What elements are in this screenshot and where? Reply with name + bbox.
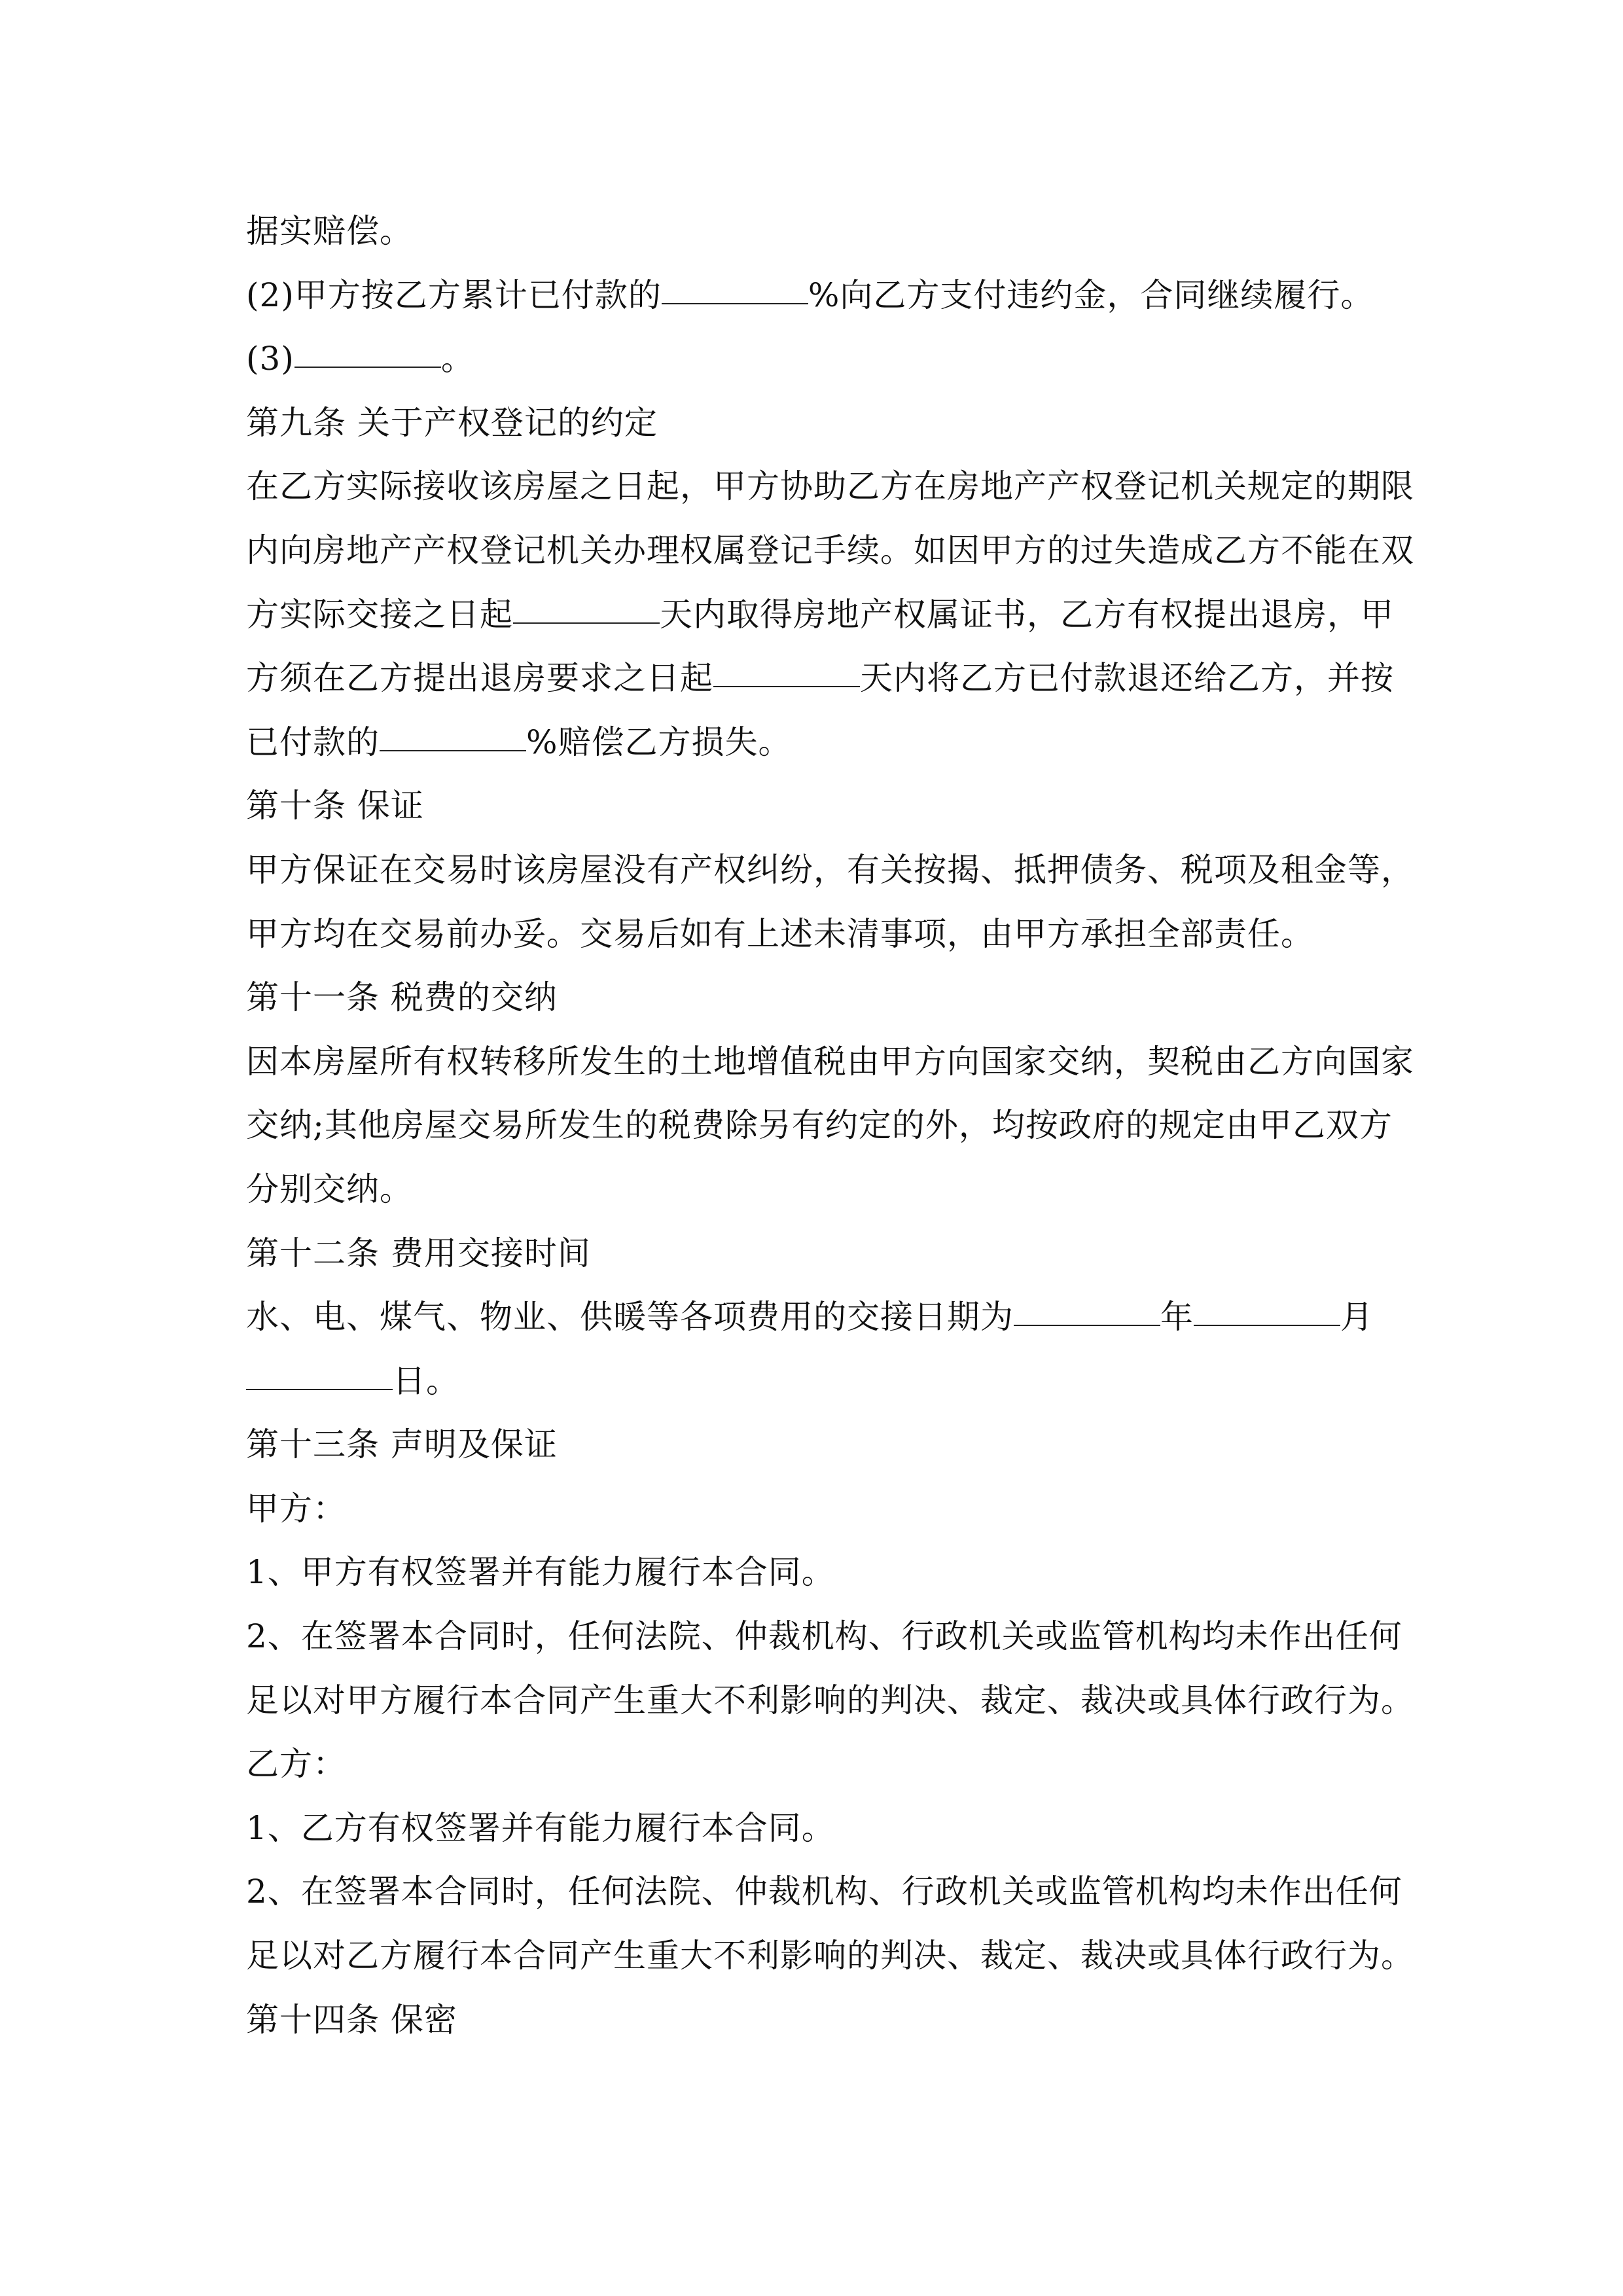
fill-in-blank (1194, 1285, 1340, 1326)
fill-in-blank (380, 711, 526, 751)
article-heading (246, 1988, 1411, 2053)
heading-text: 第十三条 声明及保证 (246, 1426, 558, 1464)
text-segment: 2、在签署本合同时，任何法院、仲裁机构、行政机关或监管机构均未作出任何 (246, 1873, 1402, 1911)
text-segment: 日。 (393, 1361, 459, 1400)
text-segment: 内向房地产产权登记机关办理权属登记手续。如因甲方的过失造成乙方不能在双 (246, 531, 1414, 569)
paragraph-line (246, 200, 1411, 264)
paragraph-line (246, 1732, 1411, 1797)
paragraph-line (246, 327, 1411, 391)
heading-text: 第十一条 税费的交纳 (246, 978, 558, 1017)
paragraph-line (246, 1477, 1411, 1541)
paragraph-line (246, 711, 1411, 775)
paragraph-line (246, 1860, 1411, 1924)
paragraph-line (246, 1030, 1414, 1094)
text-segment: 在乙方实际接收该房屋之日起，甲方协助乙方在房地产产权登记机关规定的期限 (246, 467, 1414, 506)
fill-in-blank (513, 583, 660, 624)
fill-in-blank (662, 264, 808, 304)
text-segment: %赔偿乙方损失。 (526, 723, 792, 761)
text-segment: 乙方： (246, 1745, 346, 1784)
paragraph-line (246, 455, 1414, 519)
paragraph-line (246, 1541, 1411, 1605)
paragraph-line (246, 264, 1411, 328)
text-segment: 月 (1340, 1298, 1374, 1336)
text-segment: 方实际交接之日起 (246, 595, 513, 634)
article-heading (246, 1222, 1411, 1286)
article-heading (246, 1413, 1411, 1477)
contract-text-body (246, 200, 1414, 2052)
paragraph-line (246, 1605, 1411, 1669)
fill-in-blank (713, 647, 860, 687)
paragraph-line (246, 519, 1414, 583)
paragraph-line (246, 1669, 1414, 1733)
text-segment: 甲方： (246, 1489, 346, 1528)
paragraph-line (246, 1285, 1411, 1350)
article-heading (246, 966, 1411, 1030)
heading-text: 第十条 保证 (246, 787, 424, 825)
text-segment: 已付款的 (246, 723, 380, 761)
paragraph-line (246, 903, 1411, 967)
fill-in-blank (294, 327, 441, 368)
article-heading (246, 391, 1411, 456)
paragraph-line (246, 1924, 1414, 1988)
text-segment: 分别交纳。 (246, 1170, 413, 1208)
paragraph-line (246, 647, 1411, 711)
heading-text: 第十四条 保密 (246, 2000, 457, 2039)
text-segment: 年 (1160, 1298, 1194, 1336)
fill-in-blank (1014, 1285, 1160, 1326)
text-segment: 方须在乙方提出退房要求之日起 (246, 659, 713, 698)
text-segment: 交纳;其他房屋交易所发生的税费除另有约定的外，均按政府的规定由甲乙双方 (246, 1106, 1393, 1145)
text-segment: 足以对甲方履行本合同产生重大不利影响的判决、裁定、裁决或具体行政行为。 (246, 1681, 1414, 1719)
paragraph-line (246, 838, 1414, 903)
fill-in-blank (246, 1350, 393, 1390)
text-segment: 。 (440, 340, 474, 378)
paragraph-line (246, 1797, 1411, 1861)
text-segment: 1、乙方有权签署并有能力履行本合同。 (246, 1808, 835, 1847)
text-segment: 据实赔偿。 (246, 212, 413, 250)
paragraph-line (246, 1094, 1411, 1158)
text-segment: (2)甲方按乙方累计已付款的 (246, 276, 662, 314)
text-segment: 1、甲方有权签署并有能力履行本合同。 (246, 1553, 835, 1592)
paragraph-line (246, 1158, 1411, 1222)
heading-text: 第十二条 费用交接时间 (246, 1234, 591, 1272)
text-segment: 甲方均在交易前办妥。交易后如有上述未清事项，由甲方承担全部责任。 (246, 914, 1314, 953)
article-heading (246, 774, 1411, 838)
text-segment: 天内将乙方已付款退还给乙方，并按 (860, 659, 1394, 698)
text-segment: 因本房屋所有权转移所发生的土地增值税由甲方向国家交纳，契税由乙方向国家 (246, 1042, 1414, 1081)
text-segment: (3) (246, 340, 294, 378)
heading-text: 第九条 关于产权登记的约定 (246, 403, 658, 442)
paragraph-line (246, 1350, 1411, 1414)
text-segment: 水、电、煤气、物业、供暖等各项费用的交接日期为 (246, 1298, 1014, 1336)
text-segment: %向乙方支付违约金，合同继续履行。 (808, 276, 1374, 314)
text-segment: 甲方保证在交易时该房屋没有产权纠纷，有关按揭、抵押债务、税项及租金等， (246, 850, 1414, 889)
text-segment: 天内取得房地产权属证书，乙方有权提出退房，甲 (660, 595, 1394, 634)
text-segment: 足以对乙方履行本合同产生重大不利影响的判决、裁定、裁决或具体行政行为。 (246, 1937, 1414, 1975)
text-segment: 2、在签署本合同时，任何法院、仲裁机构、行政机关或监管机构均未作出任何 (246, 1617, 1402, 1656)
paragraph-line (246, 583, 1411, 647)
